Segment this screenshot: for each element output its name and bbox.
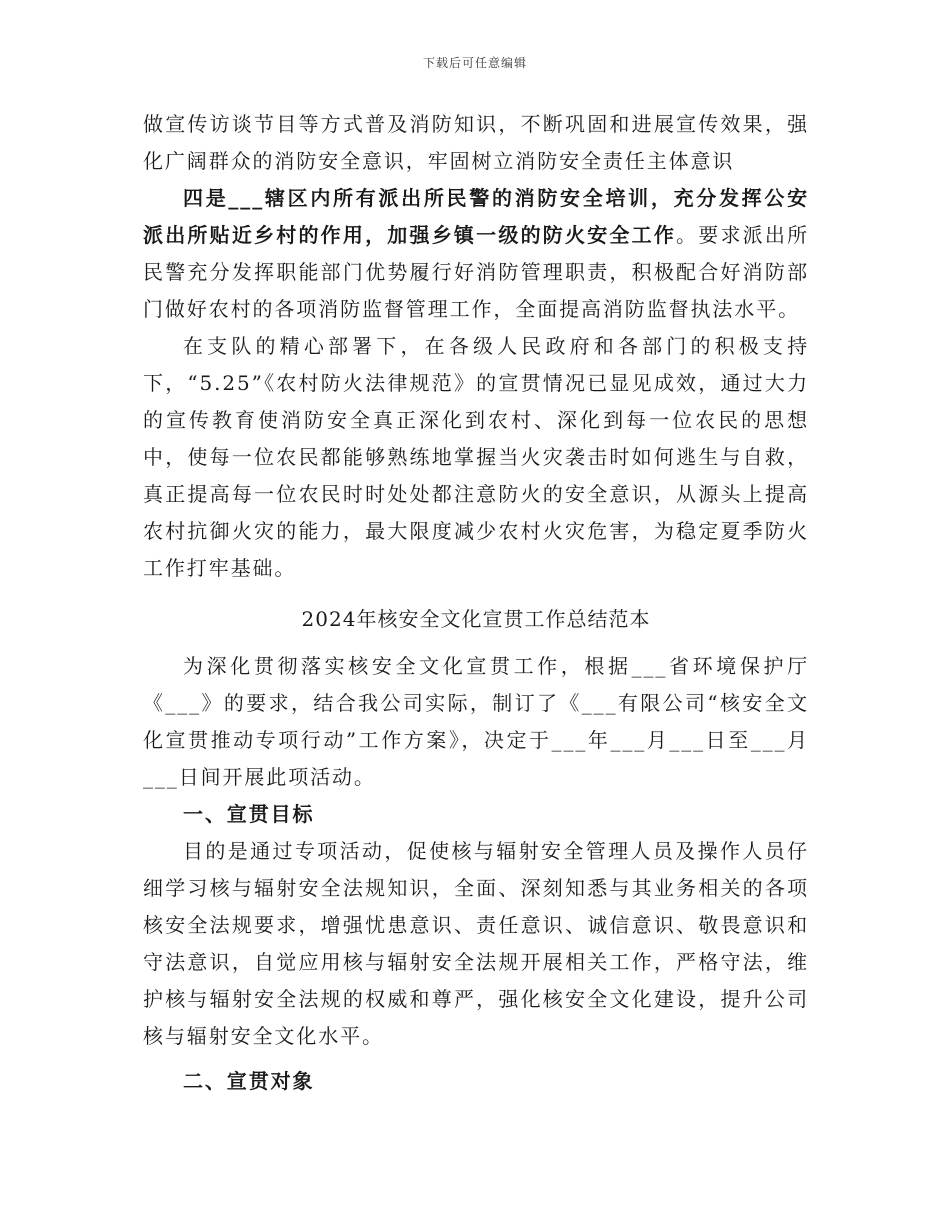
paragraph-point-four: [143, 180, 809, 328]
paragraph-point-four-rest: 。要求派出所民警充分发挥职能部门优势履行好消防管理职责，积极配合好消防部门做好农村的各项消防监督管理工作，全面提高消防监督执法水平。: [143, 223, 809, 321]
paragraph-intro: 为深化贯彻落实核安全文化宣贯工作，根据___省环境保护厅《___》的要求，结合我公司实际，制订了《___有限公司“核安全文化宣贯推动专项行动”工作方案》，决定于___年___月___日至___月___日间开展此项活动。: [143, 654, 809, 789]
page-header-note: 下载后可任意编辑: [422, 56, 527, 70]
paragraph-continuation: 做宣传访谈节目等方式普及消防知识，不断巩固和进展宣传效果，强化广阔群众的消防安全意识，牢固树立消防安全责任主体意识: [143, 112, 809, 173]
paragraph-point-four-bold: 四是___辖区内所有派出所民警的消防安全培训，充分发挥公安派出所贴近乡村的作用，加强乡镇一级的防火安全工作: [143, 186, 809, 247]
document-body: [143, 106, 809, 1100]
paragraph-goal: 目的是通过专项活动，促使核与辐射安全管理人员及操作人员仔细学习核与辐射安全法规知识，全面、深刻知悉与其业务相关的各项核安全法规要求，增强忧患意识、责任意识、诚信意识、敬畏意识和守法意识，自觉应用核与辐射安全法规开展相关工作，严格守法，维护核与辐射安全法规的权威和尊严，强化核安全文化建设，提升公司核与辐射安全文化水平。: [143, 839, 809, 1048]
section-heading-audience: 二、宣贯对象: [183, 1069, 315, 1093]
paragraph-summary: 在支队的精心部署下，在各级人民政府和各部门的积极支持下，“5.25”《农村防火法律规范》的宣贯情况已显见成效，通过大力的宣传教育使消防安全真正深化到农村、深化到每一位农民的思想中，使每一位农民都能够熟练地掌握当火灾袭击时如何逃生与自救，真正提高每一位农民时时处处都注意防火的安全意识，从源头上提高农村抗御火灾的能力，最大限度减少农村火灾危害，为稳定夏季防火工作打牢基础。: [143, 334, 809, 580]
section-heading-goal: 一、宣贯目标: [183, 802, 315, 826]
document-title: 2024年核安全文化宣贯工作总结范本: [301, 607, 651, 631]
